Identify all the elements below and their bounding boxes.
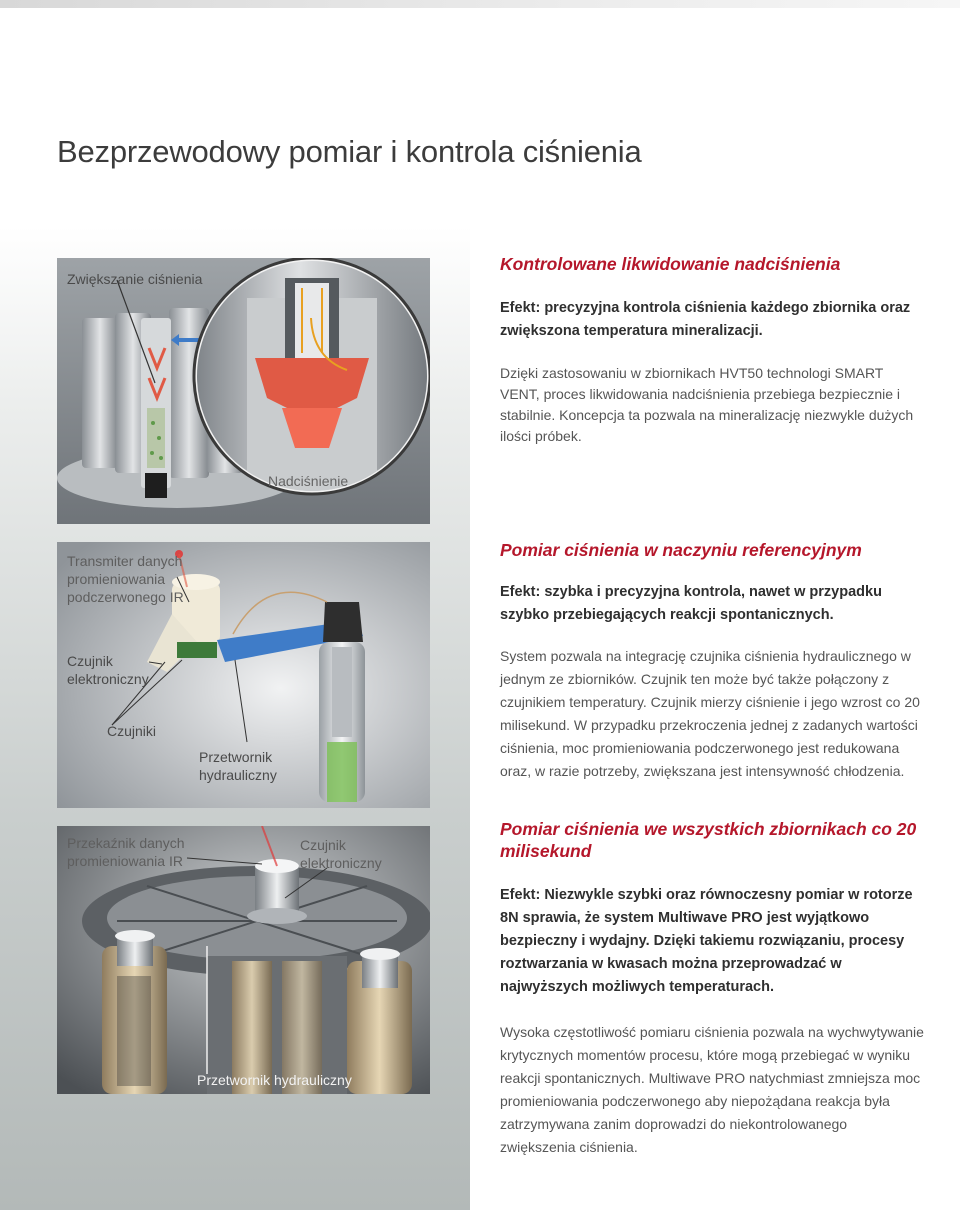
section-effect: Efekt: precyzyjna kontrola ciśnienia każdego zbiornika oraz zwiększona temperatura mineralizacji.: [500, 300, 911, 339]
label-sensors: Czujniki: [107, 723, 157, 739]
smart-vent-illustration: [57, 258, 430, 524]
label-hydraulic-transducer-rotor: Przetwornik hydrauliczny: [197, 1072, 352, 1088]
top-decorative-bar: [0, 0, 960, 8]
page-title: Bezprzewodowy pomiar i kontrola ciśnienia: [57, 134, 642, 169]
label-ir-transmitter: Transmiter danych promieniowania podczerwonego IR: [67, 553, 184, 605]
section-title: Pomiar ciśnienia we wszystkich zbiornikach co 20 milisekund: [500, 819, 917, 861]
section-effect: Efekt: Niezwykle szybki oraz równoczesny pomiar w rotorze 8N sprawia, że system Multiwave PRO jest wyjątkowo bezpieczny i wydajny. Dzięki takiemu rozwiązaniu, procesy roztwarzania w kwasach można przeprowadzać w najwyższych możliwych temperaturach.: [500, 887, 913, 995]
label-hydraulic-transducer: Przetwornik hydrauliczny: [199, 749, 277, 783]
section-reference-vessel: [500, 539, 925, 783]
section-effect: Efekt: szybka i precyzyjna kontrola, nawet w przypadku szybko przebiegających reakcji spontanicznych.: [500, 584, 882, 623]
smart-vent-drawing: [57, 258, 430, 524]
label-pressure-increase: Zwiększanie ciśnienia: [67, 271, 203, 287]
section-description: System pozwala na integrację czujnika ciśnienia hydraulicznego w jednym ze zbiorników. Czujnik ten może być także połączony z czujnikiem temperatury. Czujnik mierzy ciśnienie i jego wzrost co 20 milisekund. W przypadku przekroczenia jednej z zadanych wartości ciśnienia, moc promieniowania podczerwonego jest redukowana oraz, w razie potrzeby, zwiększana jest intensywność chłodzenia.: [500, 648, 920, 779]
section-description: Dzięki zastosowaniu w zbiornikach HVT50 technologi SMART VENT, proces likwidowania nadciśnienia przebiega bezpiecznie i stabilnie. Koncepcja ta pozwala na mineralizację niezwykle dużych ilości próbek.: [500, 365, 914, 444]
section-description: Wysoka częstotliwość pomiaru ciśnienia pozwala na wychwytywanie krytycznych momentów procesu, które mogą przebiegać w wyniku reakcji spontanicznych. Multiwave PRO natychmiast zmniejsza moc promieniowania podczerwonego aby niepożądana reakcja była zatrzymywana zanim doprowadzi do niekontrolowanego zwiększenia ciśnienia.: [500, 1024, 924, 1155]
section-title: Pomiar ciśnienia w naczyniu referencyjnym: [500, 540, 862, 560]
section-title: Kontrolowane likwidowanie nadciśnienia: [500, 254, 841, 274]
label-overpressure: Nadciśnienie: [268, 473, 349, 489]
reference-vessel-illustration: [57, 542, 430, 808]
label-electronic-sensor: Czujnik elektroniczny: [67, 653, 149, 687]
rotor-illustration: [57, 826, 430, 1094]
section-all-vessels: [500, 818, 925, 1159]
section-overpressure-control: [500, 253, 925, 447]
label-ir-relay: Przekaźnik danych promieniowania IR: [67, 835, 185, 869]
label-electronic-sensor-rotor: Czujnik elektroniczny: [300, 837, 382, 871]
